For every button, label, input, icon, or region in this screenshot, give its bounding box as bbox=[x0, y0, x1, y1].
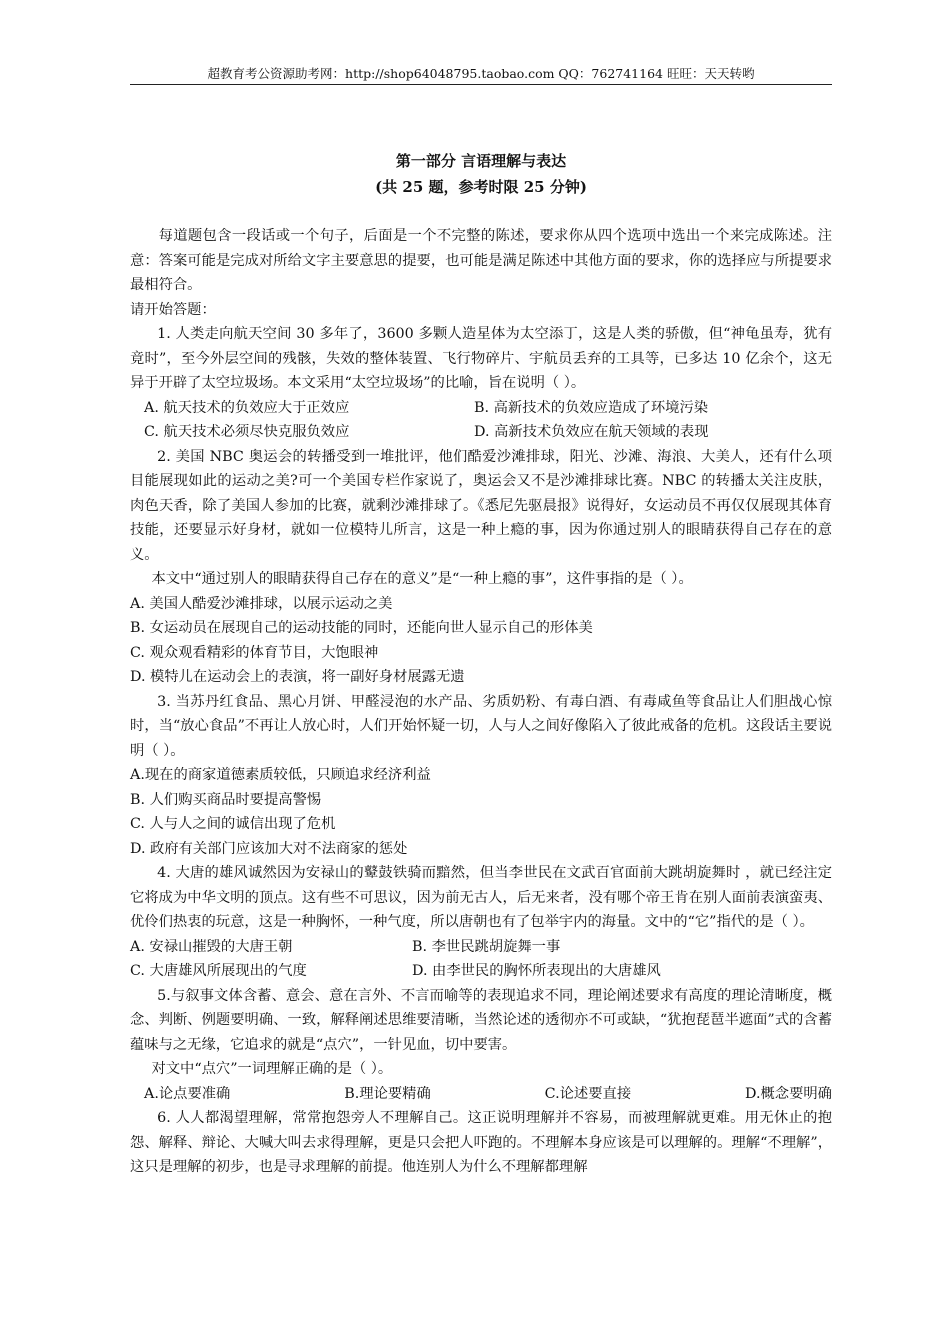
question-4-option-b: B. 李世民跳胡旋舞一事 bbox=[412, 938, 561, 955]
start-prompt: 请开始答题： bbox=[130, 301, 216, 318]
section-title: 第一部分 言语理解与表达 bbox=[395, 152, 567, 170]
question-4-options-row-2 bbox=[130, 959, 832, 984]
question-3-passage: 3. 当苏丹红食品、黑心月饼、甲醛浸泡的水产品、劣质奶粉、有毒白酒、有毒咸鱼等食品让人们胆战心惊时，当“放心食品”不再让人放心时，人们开始怀疑一切，人与人之间好像陷入了彼此戒备的危机。这段话主要说明（ ）。 bbox=[130, 693, 832, 759]
question-1-option-c: C. 航天技术必须尽快克服负效应 bbox=[144, 424, 350, 440]
question-1-option-a: A. 航天技术的负效应大于正效应 bbox=[144, 399, 350, 416]
question-5-option-d: D.概念要明确 bbox=[745, 1085, 832, 1102]
question-2-option-d: D. 模特儿在运动会上的表演，将一副好身材展露无遗 bbox=[130, 669, 465, 685]
question-5-option-a: A.论点要准确 bbox=[144, 1085, 231, 1102]
page-header: 超教育考公资源助考网：http://shop64048795.taobao.com QQ：762741164 旺旺：天天转哟 bbox=[207, 66, 755, 81]
question-4-options-row-1 bbox=[130, 935, 832, 960]
header-divider bbox=[130, 84, 832, 85]
question-2-option-c: C. 观众观看精彩的体育节目，大饱眼神 bbox=[130, 644, 379, 661]
question-2-option-a: A. 美国人酷爱沙滩排球，以展示运动之美 bbox=[130, 595, 393, 612]
question-1-option-b: B. 高新技术的负效应造成了环境污染 bbox=[474, 399, 709, 416]
question-1-passage: 1. 人类走向航天空间 30 多年了，3600 多颗人造星体为太空添丁，这是人类的骄傲，但“神龟虽寿，犹有竟时”，至今外层空间的残骸，失效的整体装置、飞行物碎片、宇航员丢弃的工具等，已多达 10 亿余个，这无异于开辟了太空垃圾场。本文采用“太空垃圾场”的比喻，旨在说明（ ）。 bbox=[130, 326, 832, 391]
question-4-option-d: D. 由李世民的胸怀所表现出的大唐雄风 bbox=[412, 963, 661, 979]
question-5-passage: 5.与叙事文体含蓄、意会、意在言外、不言而喻等的表现追求不同，理论阐述要求有高度的理论清晰度，概念、判断、例题要明确、一致，解释阐述思维要清晰，当然论述的透彻亦不可或缺，“犹抱琵琶半遮面”式的含蓄蕴味与之无缘，它追求的就是“点穴”，一针见血，切中要害。 bbox=[130, 987, 832, 1053]
question-2-option-b: B. 女运动员在展现自己的运动技能的同时，还能向世人显示自己的形体美 bbox=[130, 620, 593, 636]
question-2-passage: 2. 美国 NBC 奥运会的转播受到一堆批评，他们酷爱沙滩排球，阳光、沙滩、海浪、大美人，还有什么项目能展现如此的运动之美?可一个美国专栏作家说了，奥运会又不是沙滩排球比赛。NBC 的转播太关注皮肤，肉色天香，除了美国人参加的比赛，就剩沙滩排球了。《悉尼先驱晨报》说得好，女运动员不再仅仅展现其体育技能，还要显示好身材，就如一位模特儿所言，这是一种上瘾的事，因为你通过别人的眼睛获得自己存在的意义。 bbox=[130, 448, 832, 563]
question-5-options-row bbox=[130, 1082, 832, 1107]
question-4-option-a: A. 安禄山摧毁的大唐王朝 bbox=[130, 938, 293, 955]
question-5-option-c: C.论述要直接 bbox=[544, 1085, 632, 1102]
question-1-options-row-1 bbox=[130, 396, 832, 421]
instructions-text: 每道题包含一段话或一个句子，后面是一个不完整的陈述，要求你从四个选项中选出一个来完成陈述。注意：答案可能是完成对所给文字主要意思的提要，也可能是满足陈述中其他方面的要求，你的选择应与所提要求最相符合。 bbox=[130, 228, 832, 293]
question-6-passage: 6. 人人都渴望理解，常常抱怨旁人不理解自己。这正说明理解并不容易，而被理解就更难。用无休止的抱怨、解释、辩论、大喊大叫去求得理解，更是只会把人吓跑的。不理解本身应该是可以理解的。理解“不理解”，这只是理解的初步，也是寻求理解的前提。他连别人为什么不理解都理解 bbox=[130, 1110, 832, 1175]
question-5-option-b: B.理论要精确 bbox=[344, 1085, 431, 1102]
question-3-option-c: C. 人与人之间的诚信出现了危机 bbox=[130, 816, 336, 832]
question-3-option-b: B. 人们购买商品时要提高警惕 bbox=[130, 791, 322, 808]
question-1-option-d: D. 高新技术负效应在航天领域的表现 bbox=[474, 424, 709, 440]
question-5-stem: 对文中“点穴”一词理解正确的是（ ）。 bbox=[151, 1061, 393, 1077]
question-1-options-row-2 bbox=[130, 420, 832, 445]
question-3-option-d: D. 政府有关部门应该加大对不法商家的惩处 bbox=[130, 840, 408, 857]
question-4-passage: 4. 大唐的雄风诚然因为安禄山的鼙鼓铁骑而黯然，但当李世民在文武百官面前大跳胡旋舞时 ，就已经注定它将成为中华文明的顶点。这有些不可思议，因为前无古人，后无来者，没有哪个帝王肯在别人面前表演蛮夷、优伶们热衷的玩意，这是一种胸怀，一种气度，所以唐朝也有了包举宇内的海量。文中的“它”指代的是（ ）。 bbox=[130, 865, 832, 930]
question-3-option-a: A.现在的商家道德素质较低，只顾追求经济利益 bbox=[130, 767, 431, 783]
question-2-stem: 本文中“通过别人的眼睛获得自己存在的意义”是“一种上瘾的事”，这件事指的是（ ）。 bbox=[151, 571, 693, 587]
section-subtitle: (共 25 题，参考时限 25 分钟) bbox=[375, 178, 587, 196]
document-body bbox=[130, 224, 832, 1180]
question-4-option-c: C. 大唐雄风所展现出的气度 bbox=[130, 963, 307, 979]
